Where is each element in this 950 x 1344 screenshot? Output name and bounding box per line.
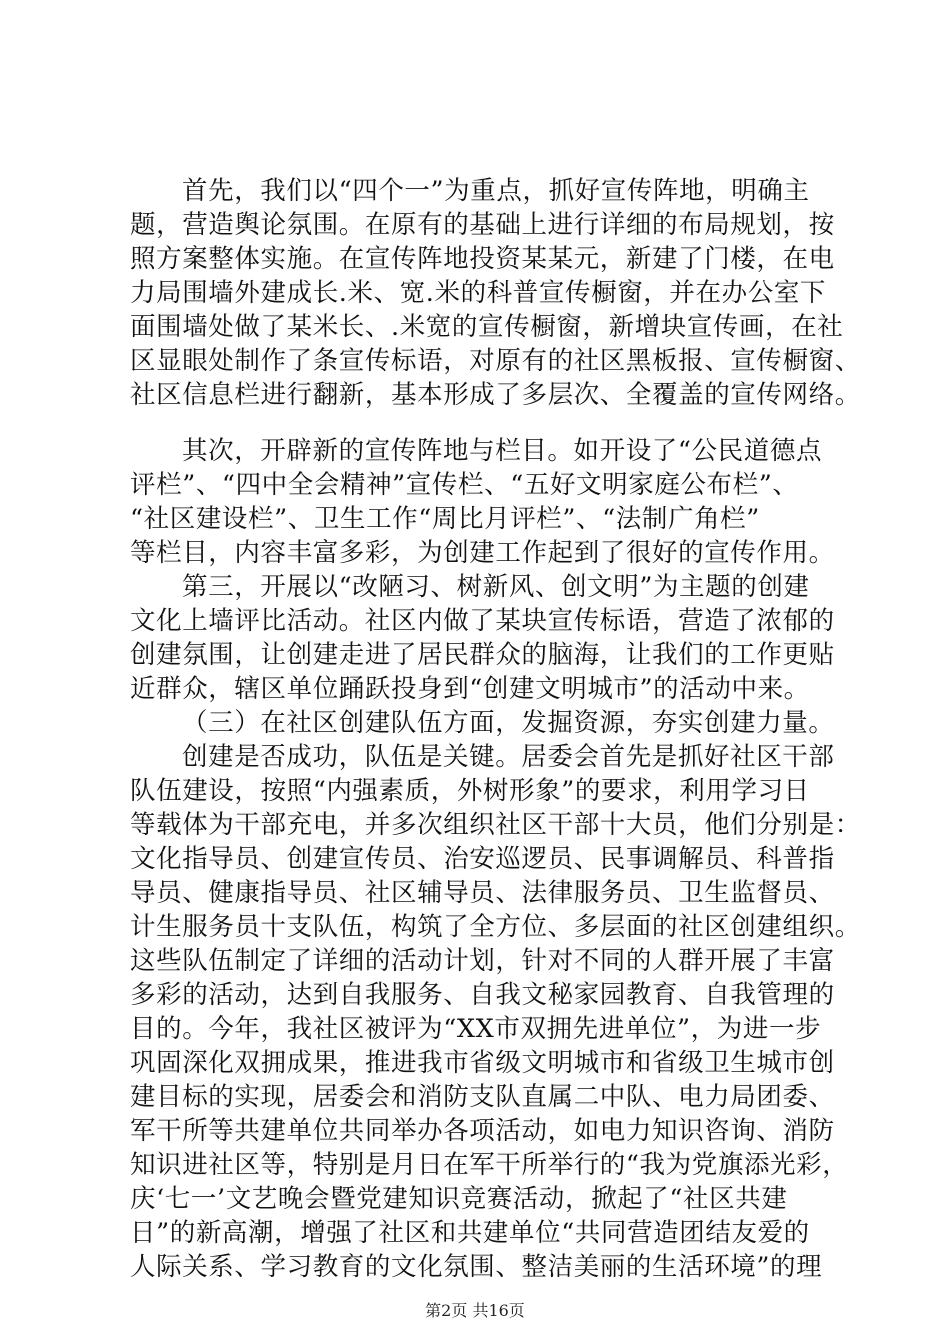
paragraph-line: 导员、健康指导员、社区辅导员、法律服务员、卫生监督员、 bbox=[130, 878, 835, 908]
paragraph-line: 目的。今年，我社区被评为“XX市双拥先进单位”，为进一步 bbox=[130, 1014, 822, 1044]
paragraph-line: 庆‘七一’文艺晚会暨党建知识竞赛活动，掀起了“社区共建 bbox=[130, 1184, 788, 1214]
section-heading: （三）在社区创建队伍方面，发掘资源，夯实创建力量。 bbox=[182, 708, 835, 738]
paragraph-line: 社区信息栏进行翻新，基本形成了多层次、全覆盖的宣传网络。 bbox=[130, 380, 861, 410]
paragraph-line: 人际关系、学习教育的文化氛围、整洁美丽的生活环境”的理 bbox=[130, 1252, 823, 1282]
paragraph-line: 首先，我们以“四个一”为重点，抓好宣传阵地，明确主 bbox=[182, 176, 810, 206]
paragraph-line: 面围墙处做了某米长、.米宽的宣传橱窗，新增块宣传画，在社 bbox=[130, 312, 844, 342]
paragraph-line: 计生服务员十支队伍，构筑了全方位、多层面的社区创建组织。 bbox=[130, 912, 861, 942]
paragraph-line: 创建氛围，让创建走进了居民群众的脑海，让我们的工作更贴 bbox=[130, 640, 835, 670]
paragraph-line: 队伍建设，按照“内强素质，外树形象”的要求，利用学习日 bbox=[130, 776, 810, 806]
paragraph-line: 知识进社区等，特别是月日在军干所举行的“我为党旗添光彩， bbox=[130, 1150, 849, 1180]
paragraph-line: 力局围墙外建成长.米、宽.米的科普宣传橱窗，并在办公室下 bbox=[130, 278, 827, 308]
paragraph-line: 这些队伍制定了详细的活动计划，针对不同的人群开展了丰富 bbox=[130, 946, 835, 976]
page-number: 第2页 共16页 bbox=[425, 1301, 525, 1320]
paragraph-line: 日”的新高潮，增强了社区和共建单位“共同营造团结友爱的 bbox=[130, 1218, 810, 1248]
paragraph-line: 建目标的实现，居委会和消防支队直属二中队、电力局团委、 bbox=[130, 1082, 835, 1112]
paragraph-line: 其次，开辟新的宣传阵地与栏目。如开设了“公民道德点 bbox=[182, 436, 823, 466]
paragraph-line: 军干所等共建单位共同举办各项活动，如电力知识咨询、消防 bbox=[130, 1116, 835, 1146]
paragraph-line: 评栏”、“四中全会精神”宣传栏、“五好文明家庭公布栏”、 bbox=[130, 470, 799, 500]
paragraph-line: 照方案整体实施。在宣传阵地投资某某元，新建了门楼，在电 bbox=[130, 244, 835, 274]
paragraph-line: “社区建设栏”、卫生工作“周比月评栏”、“法制广角栏” bbox=[130, 504, 760, 534]
paragraph-line: 多彩的活动，达到自我服务、自我文秘家园教育、自我管理的 bbox=[130, 980, 835, 1010]
paragraph-line: 题，营造舆论氛围。在原有的基础上进行详细的布局规划，按 bbox=[130, 210, 835, 240]
paragraph-line: 文化上墙评比活动。社区内做了某块宣传标语，营造了浓郁的 bbox=[130, 606, 835, 636]
paragraph-line: 等栏目，内容丰富多彩，为创建工作起到了很好的宣传作用。 bbox=[130, 538, 835, 568]
paragraph-line: 等载体为干部充电，并多次组织社区干部十大员，他们分别是： bbox=[130, 810, 861, 840]
paragraph-line: 文化指导员、创建宣传员、治安巡逻员、民事调解员、科普指 bbox=[130, 844, 835, 874]
paragraph-line: 近群众，辖区单位踊跃投身到“创建文明城市”的活动中来。 bbox=[130, 674, 810, 704]
paragraph-line: 区显眼处制作了条宣传标语，对原有的社区黑板报、宣传橱窗、 bbox=[130, 346, 861, 376]
paragraph-line: 创建是否成功，队伍是关键。居委会首先是抓好社区干部 bbox=[182, 742, 835, 772]
paragraph-line: 巩固深化双拥成果，推进我市省级文明城市和省级卫生城市创 bbox=[130, 1048, 835, 1078]
paragraph-line: 第三，开展以“改陋习、树新风、创文明”为主题的创建 bbox=[182, 572, 810, 602]
